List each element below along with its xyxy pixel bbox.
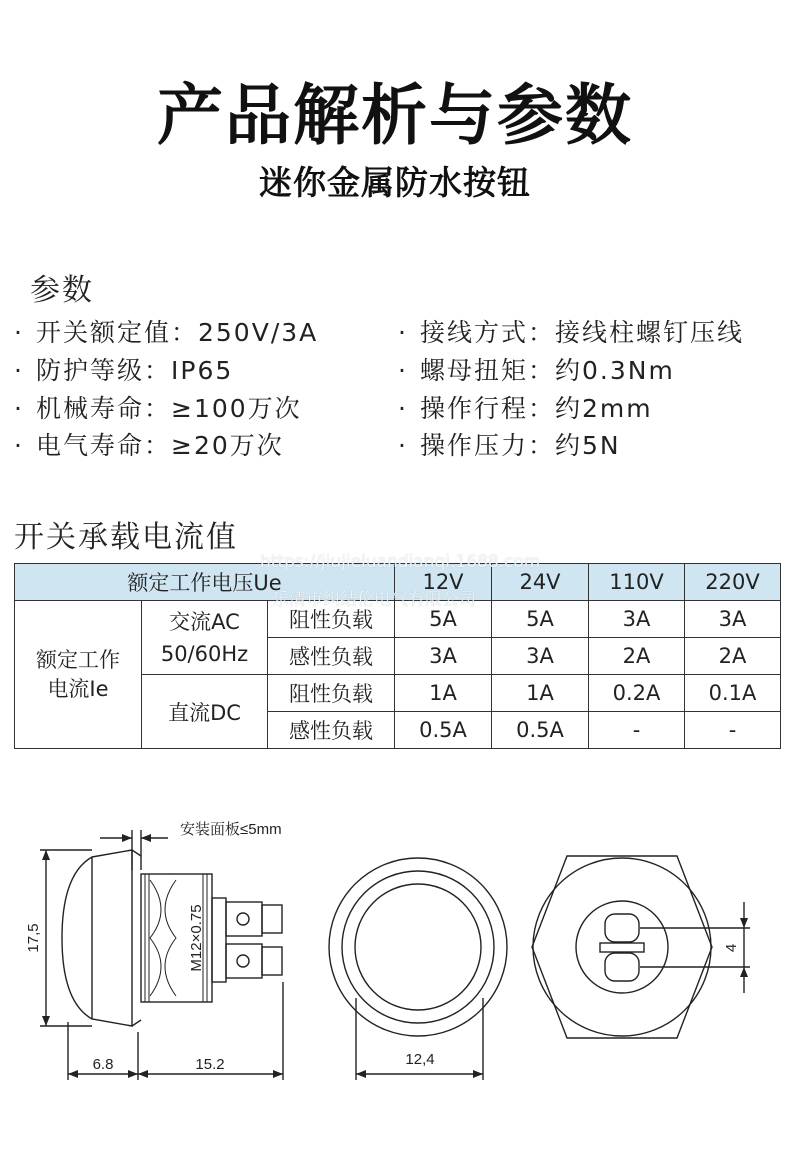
spec-text: 开关额定值：250V/3A bbox=[36, 318, 319, 347]
bullet-icon: · bbox=[14, 318, 24, 347]
table-cell: 1A bbox=[395, 675, 492, 712]
rated-current-label bbox=[15, 601, 142, 749]
bullet-icon: · bbox=[398, 318, 408, 347]
table-header-row bbox=[15, 564, 781, 601]
ac-label bbox=[142, 601, 268, 675]
watermark-url: https://jiujieluandianqi.1688.com bbox=[260, 552, 541, 572]
ac-line1: 交流AC bbox=[169, 609, 240, 634]
current-table-heading: 开关承载电流值 bbox=[14, 520, 238, 555]
side-view bbox=[40, 830, 283, 1080]
spec-item bbox=[398, 389, 653, 425]
bullet-icon: · bbox=[398, 431, 408, 460]
rated-voltage-header: 额定工作电压Ue bbox=[15, 564, 395, 601]
bullet-icon: · bbox=[398, 356, 408, 385]
table-cell: 0.2A bbox=[589, 675, 685, 712]
voltage-header: 110V bbox=[589, 564, 685, 601]
params-heading: 参数 bbox=[30, 273, 94, 308]
spec-text: 接线方式：接线柱螺钉压线 bbox=[420, 318, 745, 347]
spec-item bbox=[398, 313, 744, 349]
height-dimension: 17,5 bbox=[25, 923, 42, 953]
spec-item bbox=[398, 351, 675, 387]
bullet-icon: · bbox=[14, 394, 24, 423]
spec-item bbox=[14, 426, 284, 462]
thread-label: M12×0.75 bbox=[188, 904, 205, 972]
table-cell: - bbox=[589, 712, 685, 749]
spec-item bbox=[14, 389, 302, 425]
load-type: 感性负载 bbox=[268, 712, 395, 749]
ac-line2: 50/60Hz bbox=[160, 641, 249, 666]
table-cell: 0.5A bbox=[395, 712, 492, 749]
spec-text: 机械寿命：≥100万次 bbox=[36, 394, 302, 423]
spec-item bbox=[398, 426, 621, 462]
load-type: 阻性负载 bbox=[268, 601, 395, 638]
panel-thickness-note: 安装面板≤5mm bbox=[180, 821, 282, 838]
table-cell: 0.5A bbox=[492, 712, 589, 749]
dimension-terminal: 4 bbox=[723, 943, 740, 953]
spec-text: 操作压力：约5N bbox=[420, 431, 621, 460]
dimension-front: 12,4 bbox=[405, 1051, 435, 1068]
dimension-left: 6.8 bbox=[92, 1056, 114, 1073]
table-cell: 5A bbox=[492, 601, 589, 638]
bullet-icon: · bbox=[14, 431, 24, 460]
rated-current-line2: 电流Ie bbox=[47, 676, 109, 701]
spec-item bbox=[14, 351, 233, 387]
back-view bbox=[532, 856, 750, 1038]
front-view bbox=[329, 858, 507, 1080]
voltage-header: 24V bbox=[492, 564, 589, 601]
spec-text: 螺母扭矩：约0.3Nm bbox=[420, 356, 675, 385]
dimension-drawing bbox=[0, 810, 790, 1110]
bullet-icon: · bbox=[14, 356, 24, 385]
spec-text: 防护等级：IP65 bbox=[36, 356, 234, 385]
table-row bbox=[15, 601, 781, 638]
spec-text: 操作行程：约2mm bbox=[420, 394, 653, 423]
table-cell: 0.1A bbox=[685, 675, 781, 712]
table-cell: 2A bbox=[685, 638, 781, 675]
table-cell: 2A bbox=[589, 638, 685, 675]
table-cell: 3A bbox=[395, 638, 492, 675]
table-cell: 3A bbox=[589, 601, 685, 638]
bullet-icon: · bbox=[398, 394, 408, 423]
voltage-header: 12V bbox=[395, 564, 492, 601]
watermark-company: 乐清市纠结伦电气有限公司 bbox=[272, 590, 476, 610]
dimension-mid: 15.2 bbox=[195, 1056, 225, 1073]
page-title: 产品解析与参数 bbox=[157, 77, 633, 154]
table-cell: 3A bbox=[492, 638, 589, 675]
table-cell: 1A bbox=[492, 675, 589, 712]
spec-text: 电气寿命：≥20万次 bbox=[36, 431, 284, 460]
voltage-header: 220V bbox=[685, 564, 781, 601]
load-type: 阻性负载 bbox=[268, 675, 395, 712]
table-cell: 3A bbox=[685, 601, 781, 638]
load-type: 感性负载 bbox=[268, 638, 395, 675]
current-table bbox=[14, 563, 781, 749]
dc-label: 直流DC bbox=[142, 675, 268, 749]
table-cell: - bbox=[685, 712, 781, 749]
spec-item bbox=[14, 313, 318, 349]
rated-current-line1: 额定工作 bbox=[36, 647, 120, 672]
page-subtitle: 迷你金属防水按钮 bbox=[259, 163, 531, 202]
table-cell: 5A bbox=[395, 601, 492, 638]
